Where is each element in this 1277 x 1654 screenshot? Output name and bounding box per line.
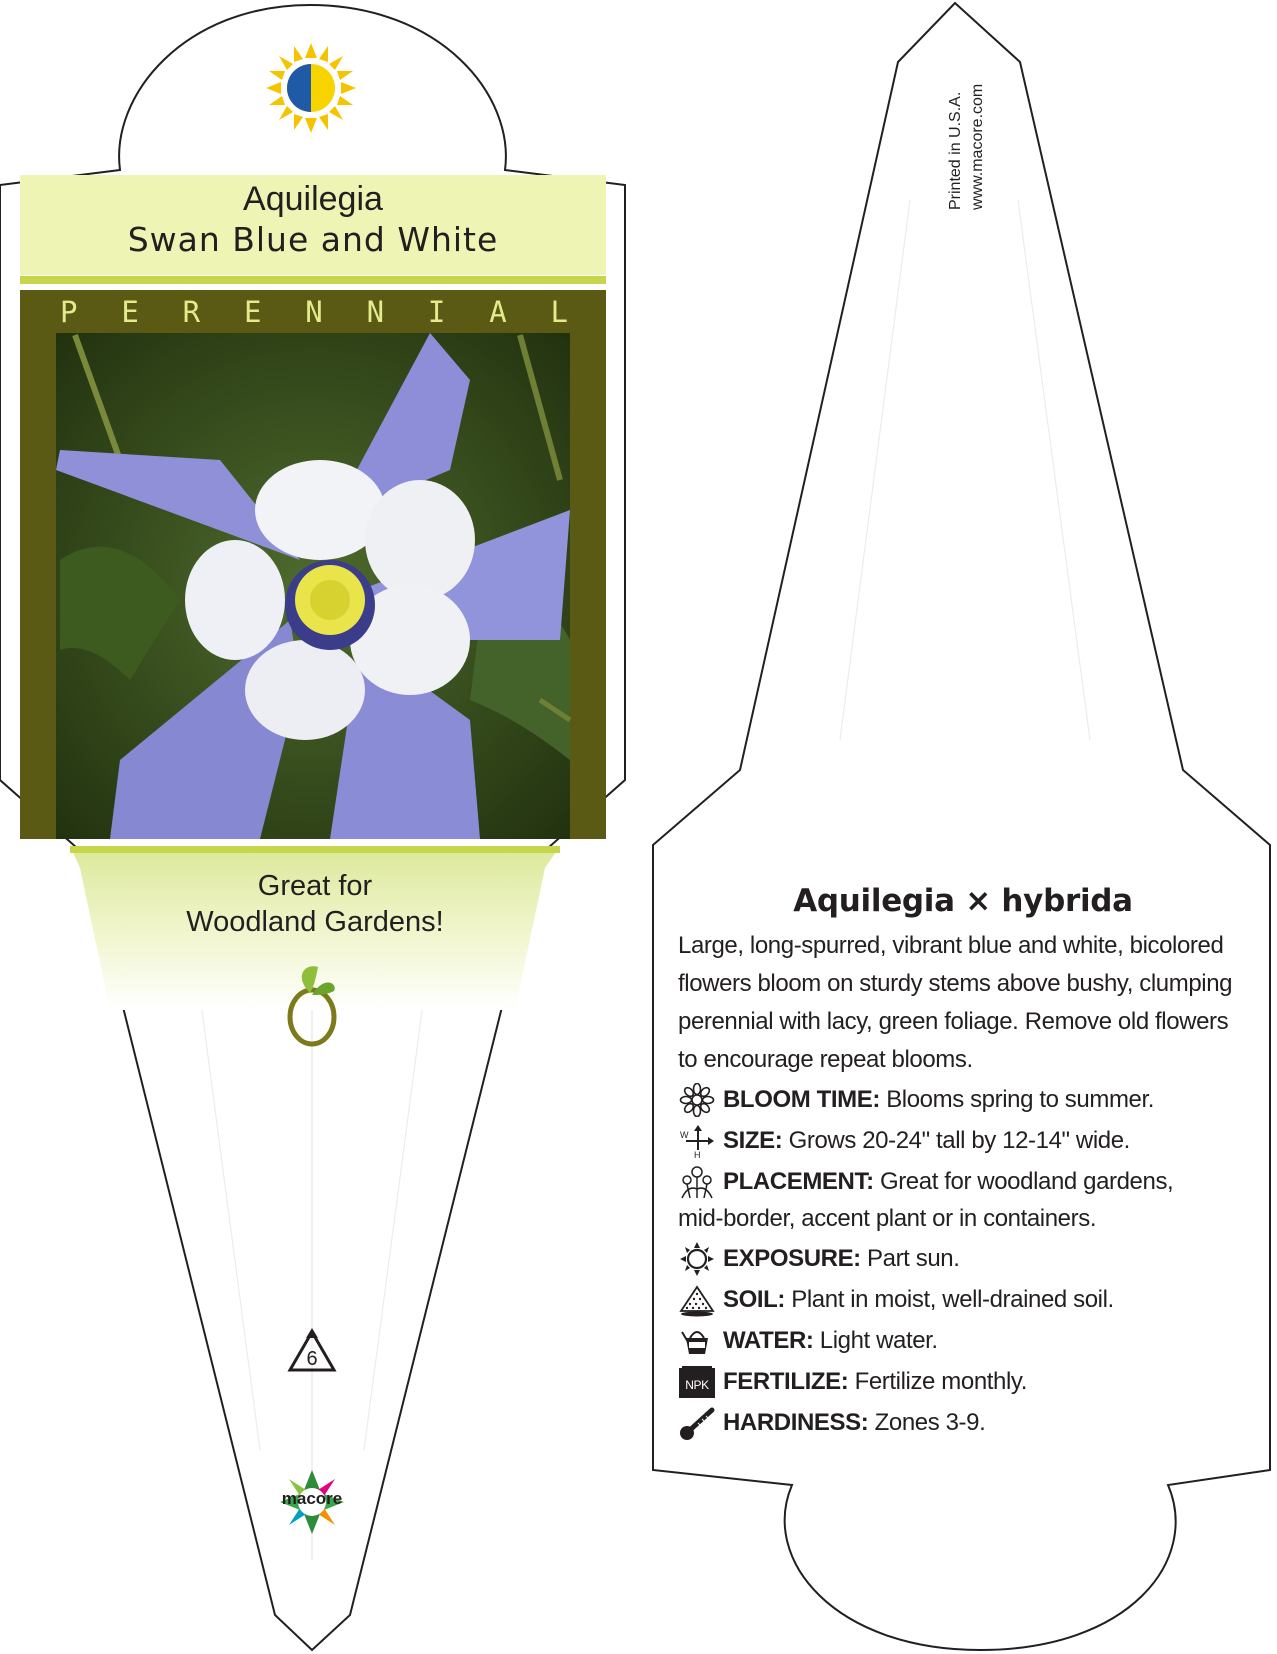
category-letter: E — [243, 295, 262, 329]
npk-text: NPK — [685, 1378, 709, 1392]
category-letter: P — [60, 295, 78, 329]
exposure-row — [678, 1238, 1248, 1279]
soil-row — [678, 1279, 1248, 1320]
hardiness-value: Zones 3-9. — [868, 1409, 986, 1436]
thermometer-icon — [678, 1406, 716, 1440]
size-arrows-icon — [678, 1124, 716, 1158]
soil-label: SOIL: — [723, 1286, 785, 1313]
size-value: Grows 20-24" tall by 12-14" wide. — [782, 1127, 1130, 1154]
category-letter: A — [489, 295, 507, 329]
description: Large, long-spurred, vibrant blue and white, bicolored flowers bloom on sturdy stems above bushy, clumping perennial with lacy, green foliage. Remove old flowers to encourage repeat blooms. — [678, 932, 1233, 1073]
care-info — [678, 877, 1248, 1443]
category-letter: R — [182, 295, 201, 329]
fertilize-row — [678, 1361, 1248, 1402]
soil-icon — [678, 1283, 716, 1317]
brand-name: macore — [281, 1489, 343, 1508]
plant-genus: Aquilegia — [243, 180, 383, 218]
exposure-value: Part sun. — [860, 1245, 960, 1272]
bloom-time-label: BLOOM TIME: — [723, 1086, 880, 1113]
category-letter: E — [121, 295, 139, 329]
category-letter: I — [427, 295, 446, 329]
printed-info — [945, 84, 989, 210]
water-row — [678, 1320, 1248, 1361]
placement-label: PLACEMENT: — [723, 1168, 874, 1195]
water-label: WATER: — [723, 1327, 814, 1354]
fertilize-label: FERTILIZE: — [723, 1368, 849, 1395]
exposure-label: EXPOSURE: — [723, 1245, 861, 1272]
hardiness-row — [678, 1402, 1248, 1443]
bloom-time-value: Blooms spring to summer. — [879, 1086, 1155, 1113]
category-letter: N — [366, 295, 385, 329]
fertilize-value: Fertilize monthly. — [848, 1368, 1027, 1395]
water-value: Light water. — [813, 1327, 938, 1354]
placement-value: Great for woodland gardens, — [873, 1168, 1174, 1195]
size-label: SIZE: — [723, 1127, 783, 1154]
placement-row — [678, 1161, 1248, 1202]
recycle-code: 6 — [306, 1348, 318, 1370]
hardiness-label: HARDINESS: — [723, 1409, 869, 1436]
soil-value: Plant in moist, well-drained soil. — [785, 1286, 1114, 1313]
tagline-line-2: Woodland Gardens! — [186, 906, 444, 938]
tagline-line-1: Great for — [257, 870, 373, 902]
watering-can-icon — [678, 1324, 716, 1358]
printed-in: Printed in U.S.A. — [947, 91, 964, 210]
size-row — [678, 1120, 1248, 1161]
flower-icon — [678, 1083, 716, 1117]
website: www.macore.com — [969, 83, 986, 210]
npk-icon — [678, 1365, 716, 1399]
svg-text:W: W — [680, 1130, 689, 1140]
botanical-name: Aquilegia × hybrida — [793, 883, 1133, 919]
category-letter: N — [305, 295, 323, 329]
plants-icon — [678, 1165, 716, 1199]
svg-text:H: H — [694, 1150, 701, 1158]
category-letter: L — [550, 295, 568, 329]
sun-icon — [678, 1242, 716, 1276]
plant-cultivar: Swan Blue and White — [127, 220, 499, 259]
placement-continuation: mid-border, accent plant or in containers. — [678, 1205, 1097, 1232]
bloom-time-row — [678, 1079, 1248, 1120]
